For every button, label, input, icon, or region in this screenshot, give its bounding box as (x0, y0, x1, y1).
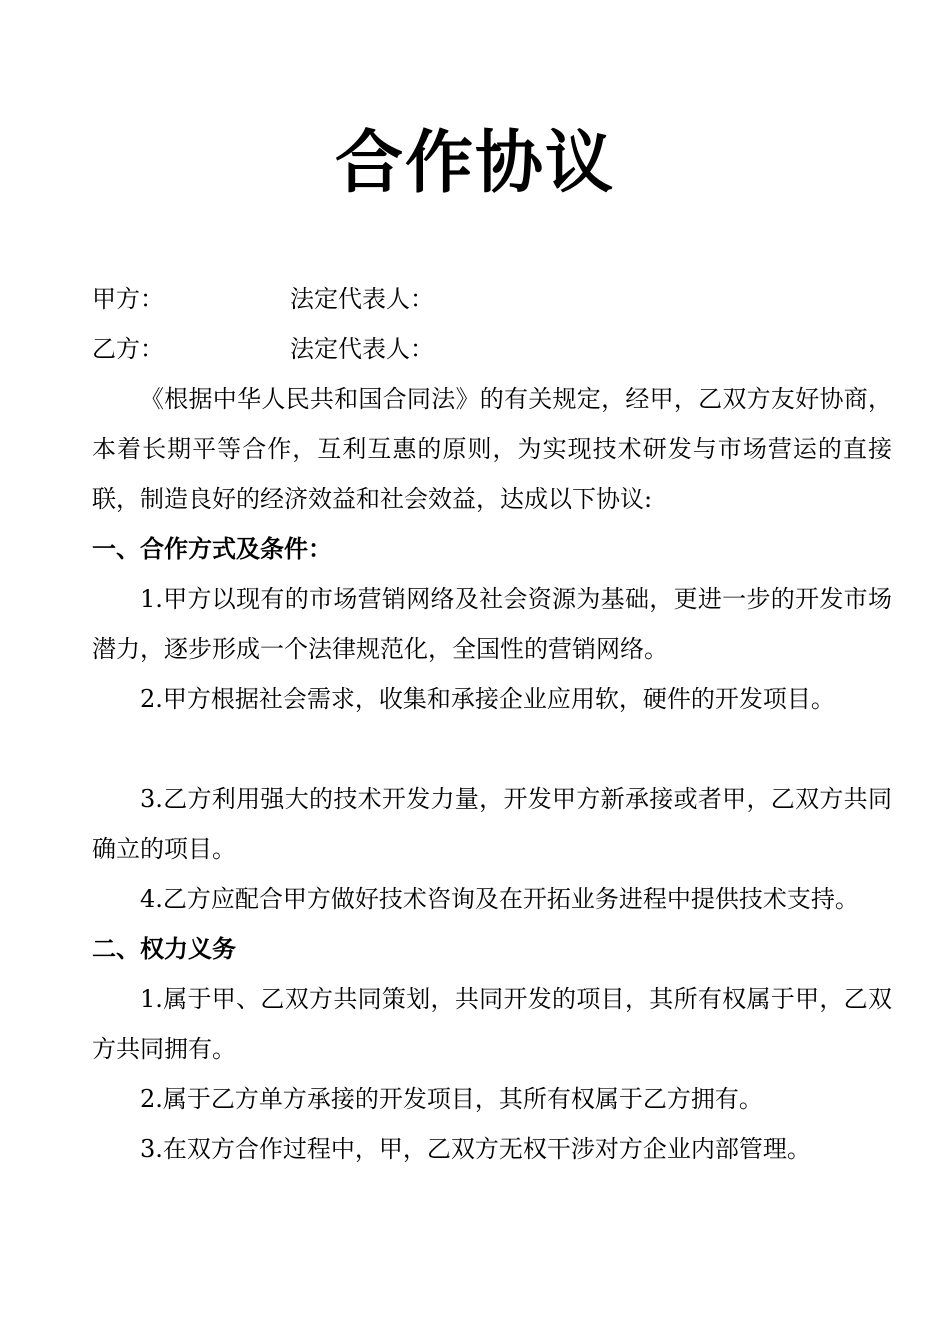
intro-paragraph: 《根据中华人民共和国合同法》的有关规定，经甲，乙双方友好协商，本着长期平等合作，互利互惠的原则，为实现技术研发与市场营运的直接联，制造良好的经济效益和社会效益，达成以下协议: (92, 385, 892, 513)
document-body (92, 274, 892, 1174)
section1-item-1: 1.甲方以现有的市场营销网络及社会资源为基础，更进一步的开发市场潜力，逐步形成一个法律规范化，全国性的营销网络。 (92, 585, 892, 663)
party-b-row (92, 324, 892, 374)
section1-heading: 一、合作方式及条件： (92, 534, 332, 563)
party-b-rep-label: 法定代表人： (290, 335, 434, 363)
section1-item-4: 4.乙方应配合甲方做好技术咨询及在开拓业务进程中提供技术支持。 (140, 885, 859, 913)
blank-line (92, 724, 892, 774)
party-a-row (92, 274, 892, 324)
section2-heading: 二、权力义务 (92, 934, 236, 963)
party-a-rep-label: 法定代表人： (290, 285, 434, 313)
document-title: 合作协议 (334, 123, 615, 203)
section1-item-3: 3.乙方利用强大的技术开发力量，开发甲方新承接或者甲，乙双方共同确立的项目。 (92, 785, 892, 863)
party-a-label: 甲方： (92, 285, 164, 313)
section1-item-2: 2.甲方根据社会需求，收集和承接企业应用软，硬件的开发项目。 (140, 685, 835, 713)
section2-item-2: 2.属于乙方单方承接的开发项目，其所有权属于乙方拥有。 (140, 1085, 763, 1113)
section2-item-3: 3.在双方合作过程中，甲，乙双方无权干涉对方企业内部管理。 (140, 1135, 811, 1163)
party-b-label: 乙方： (92, 335, 164, 363)
section2-item-1: 1.属于甲、乙双方共同策划，共同开发的项目，其所有权属于甲，乙双方共同拥有。 (92, 985, 892, 1063)
